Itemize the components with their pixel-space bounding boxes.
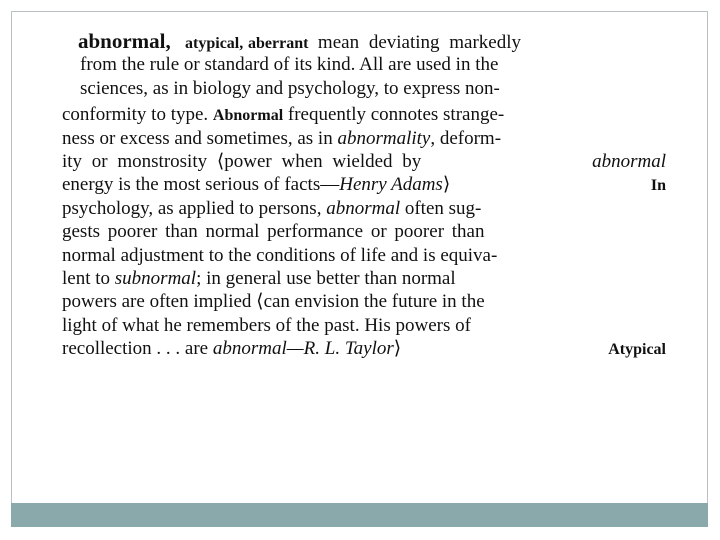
term-subnormal: subnormal — [114, 267, 197, 289]
entry-line-3 — [62, 77, 666, 100]
entry-text: gests poorer than normal performance or poorer than — [62, 221, 485, 243]
entry-text: conformity to type. — [62, 104, 213, 126]
entry-text: mean deviating markedly — [317, 32, 522, 53]
entry-text: powers are often implied ⟨can envision the future in the — [62, 291, 485, 313]
entry-line-14 — [62, 337, 666, 360]
entry-line-10 — [62, 244, 666, 267]
entry-line-9 — [62, 220, 666, 243]
entry-text: recollection . . . are — [62, 338, 213, 360]
term-abnormal: abnormal — [326, 197, 401, 219]
entry-text: normal adjustment to the conditions of life and is equiva- — [62, 244, 498, 266]
entry-text: from the rule or standard of its kind. All are used in the — [80, 54, 499, 76]
entry-text: lent to — [62, 267, 115, 289]
entry-line-2 — [62, 53, 666, 76]
entry-text: ; in general use better than normal — [196, 267, 456, 289]
entry-line-6 — [62, 150, 666, 173]
entry-line-1 — [62, 30, 666, 53]
term-abnormality: abnormality — [337, 127, 431, 149]
term-abnormal: abnormal — [592, 150, 666, 172]
entry-text: often sug- — [400, 197, 482, 219]
term-in: In — [650, 177, 666, 195]
citation-author: Henry Adams — [339, 174, 443, 196]
entry-text: ⟩ — [393, 338, 406, 360]
entry-text: frequently connotes strange- — [283, 104, 505, 126]
entry-line-4 — [62, 103, 666, 126]
entry-line-12 — [62, 290, 666, 313]
entry-text: psychology, as applied to persons, — [62, 197, 327, 219]
entry-line-8 — [62, 197, 666, 220]
entry-text: ness or excess and sometimes, as in — [62, 127, 338, 149]
entry-line-13 — [62, 314, 666, 337]
entry-line-7 — [62, 173, 666, 196]
entry-line-11 — [62, 267, 666, 290]
synonym-aberrant: aberrant — [247, 35, 309, 52]
citation-quote: abnormal—R. L. Taylor — [212, 338, 394, 360]
entry-text: , deform- — [430, 127, 502, 149]
footer-band — [11, 503, 708, 527]
entry-text: light of what he remembers of the past. His powers of — [62, 314, 471, 336]
term-atypical: Atypical — [608, 341, 666, 359]
synonym-atypical: atypical, — [185, 35, 244, 52]
term-abnormal: Abnormal — [212, 107, 284, 125]
headword: abnormal, — [78, 29, 171, 53]
entry-text: ity or monstrosity ⟨power when wielded by — [62, 150, 432, 172]
entry-text: ⟩ — [442, 174, 455, 196]
dictionary-entry — [62, 30, 666, 360]
entry-text: energy is the most serious of facts— — [62, 174, 340, 196]
entry-text: sciences, as in biology and psychology, to express non- — [80, 77, 500, 99]
entry-line-5 — [62, 127, 666, 150]
